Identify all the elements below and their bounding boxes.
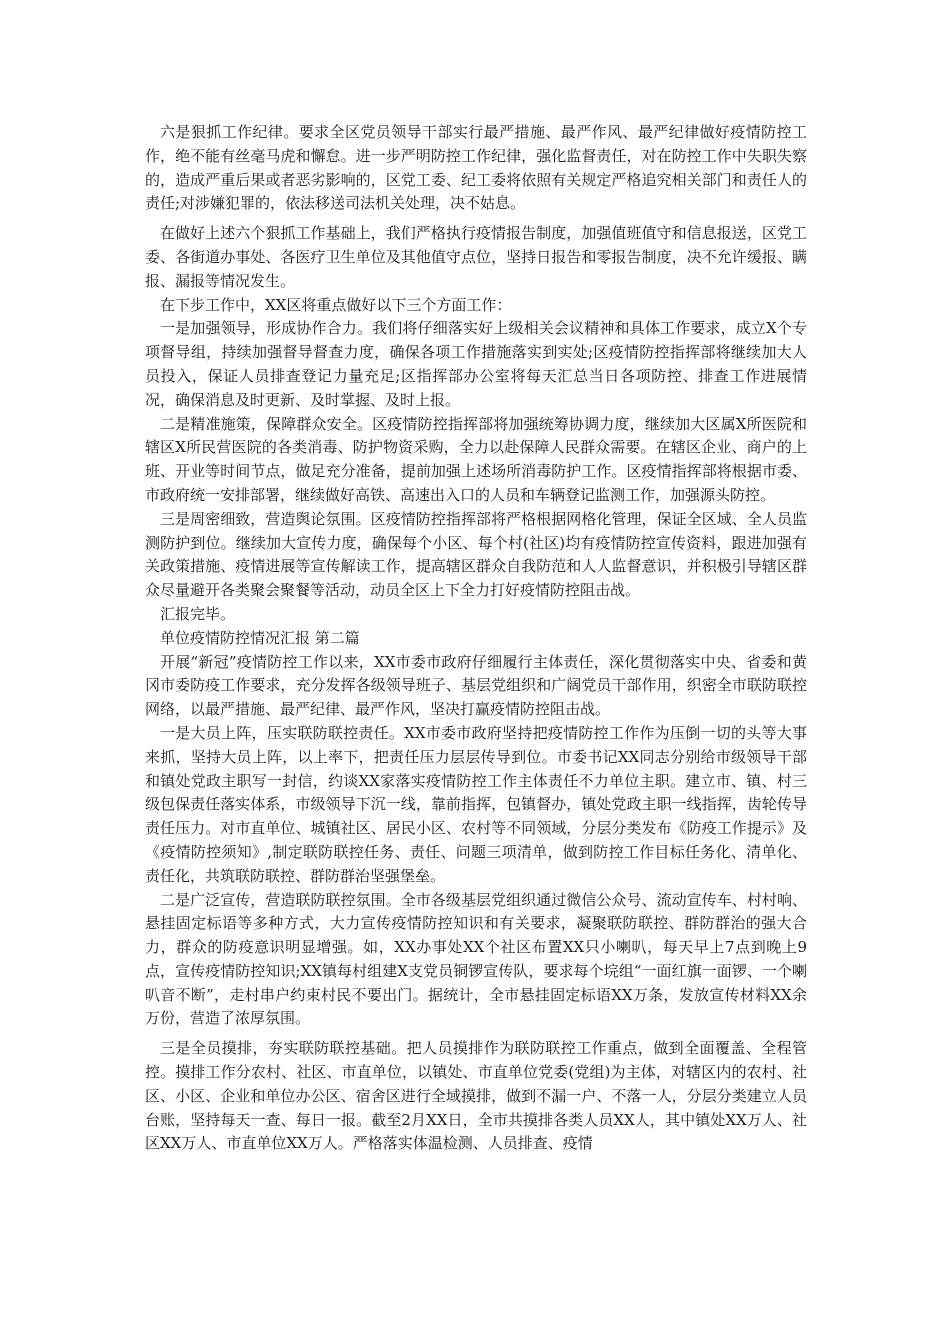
- paragraph-publicity: 二是广泛宣传，营造联防联控氛围。全市各级基层党组织通过微信公众号、流动宣传车、村村响、悬挂固定标语等多种方式，大力宣传疫情防控知识和有关要求，凝聚联防联控、群防群治的强大合力，群众的防疫意识明显增强。如，XX办事处XX个社区布置XX只小喇叭，每天早上7点到晚上9点，宣传疫情防控知识;XX镇每村组建X支党员铜锣宣传队，要求每个垸组“一面红旗一面锣、一个喇叭音不断”，走村串户约束村民不要出门。据统计，全市悬挂固定标语XX万条，发放宣传材料XX余万份，营造了浓厚氛围。: [145, 890, 807, 1028]
- paragraph-second-intro: 开展“新冠”疫情防控工作以来，XX市委市政府仔细履行主体责任，深化贯彻落实中央、省委和黄冈市委防疫工作要求，充分发挥各级领导班子、基层党组织和广阔党员干部作用，织密全市联防联控网络，以最严措施、最严纪律、最严作风，坚决打赢疫情防控阻击战。: [145, 652, 807, 719]
- paragraph-leadership: 一是加强领导，形成协作合力。我们将仔细落实好上级相关会议精神和具体工作要求，成立X个专项督导组，持续加强督导督查力度，确保各项工作措施落实到实处;区疫情防控指挥部将继续加大人员投入，保证人员排查登记力量充足;区指挥部办公室将每天汇总当日各项防控、排查工作进展情况，确保消息及时更新、及时掌握、及时上报。: [145, 319, 807, 409]
- paragraph-senior-officials: 一是大员上阵，压实联防联控责任。XX市委市政府坚持把疫情防控工作作为压倒一切的头等大事来抓，坚持大员上阵，以上率下，把责任压力层层传导到位。市委书记XX同志分别给市级领导干部和镇处党政主职写一封信，约谈XX家落实疫情防控工作主体责任不力单位主职。建立市、镇、村三级包保责任落实体系，市级领导下沉一线，靠前指挥，包镇督办，镇处党政主职一线指挥，齿轮传导责任压力。对市直单位、城镇社区、居民小区、农村等不同领域，分层分类发布《防疫工作提示》及《疫情防控须知》,制定联防联控任务、责任、问题三项清单，做到防控工作目标任务化、清单化、责任化，共筑联防联控、群防群治坚强堡垒。: [145, 723, 807, 885]
- section-title-second: 单位疫情防控情况汇报 第二篇: [160, 628, 360, 647]
- paragraph-precise-measures: 二是精准施策，保障群众安全。区疫情防控指挥部将加强统筹协调力度，继续加大区属X所医院和辖区X所民营医院的各类消毒、防护物资采购，全力以赴保障人民群众需要。在辖区企业、商户的上班、开业等时间节点，做足充分准备，提前加强上述场所消毒防护工作。区疫情指挥部将根据市委、市政府统一安排部署，继续做好高铁、高速出入口的人员和车辆登记监测工作，加强源头防控。: [145, 414, 807, 504]
- paragraph-screening: 三是全员摸排，夯实联防联控基础。把人员摸排作为联防联控工作重点，做到全面覆盖、全程管控。摸排工作分农村、社区、市直单位，以镇处、市直单位党委(党组)为主体，对辖区内的农村、社区、小区、企业和单位办公区、宿舍区进行全域摸排，做到不漏一户、不落一人，分层分类建立人员台账，坚持每天一查、每日一报。截至2月XX日，全市共摸排各类人员XX人，其中镇处XX万人、社区XX万人、市直单位XX万人。严格落实体温检测、人员排查、疫情: [145, 1039, 807, 1153]
- document-page: [145, 121, 807, 1156]
- paragraph-reporting: 在做好上述六个狠抓工作基础上，我们严格执行疫情报告制度，加强值班值守和信息报送，区党工委、各街道办事处、各医疗卫生单位及其他值守点位，坚持日报告和零报告制度，决不允许缓报、瞒报、漏报等情况发生。: [145, 224, 807, 290]
- paragraph-report-end: 汇报完毕。: [160, 604, 236, 623]
- paragraph-next-steps-intro: 在下步工作中，XX区将重点做好以下三个方面工作：: [160, 295, 512, 314]
- paragraph-public-opinion: 三是周密细致，营造舆论氛围。区疫情防控指挥部将严格根据网格化管理，保证全区域、全人员监测防护到位。继续加大宣传力度，确保每个小区、每个村(社区)均有疫情防控宣传资料，跟进加强有关政策措施、疫情进展等宣传解读工作，提高辖区群众自我防范和人人监督意识，并积极引导辖区群众尽量避开各类聚会聚餐等活动，动员全区上下全力打好疫情防控阻击战。: [145, 509, 807, 600]
- paragraph-discipline: 六是狠抓工作纪律。要求全区党员领导干部实行最严措施、最严作风、最严纪律做好疫情防控工作，绝不能有丝毫马虎和懈怠。进一步严明防控工作纪律，强化监督责任，对在防控工作中失职失察的，造成严重后果或者恶劣影响的，区党工委、纪工委将依照有关规定严格追究相关部门和责任人的责任;对涉嫌犯罪的，依法移送司法机关处理，决不姑息。: [145, 123, 807, 213]
